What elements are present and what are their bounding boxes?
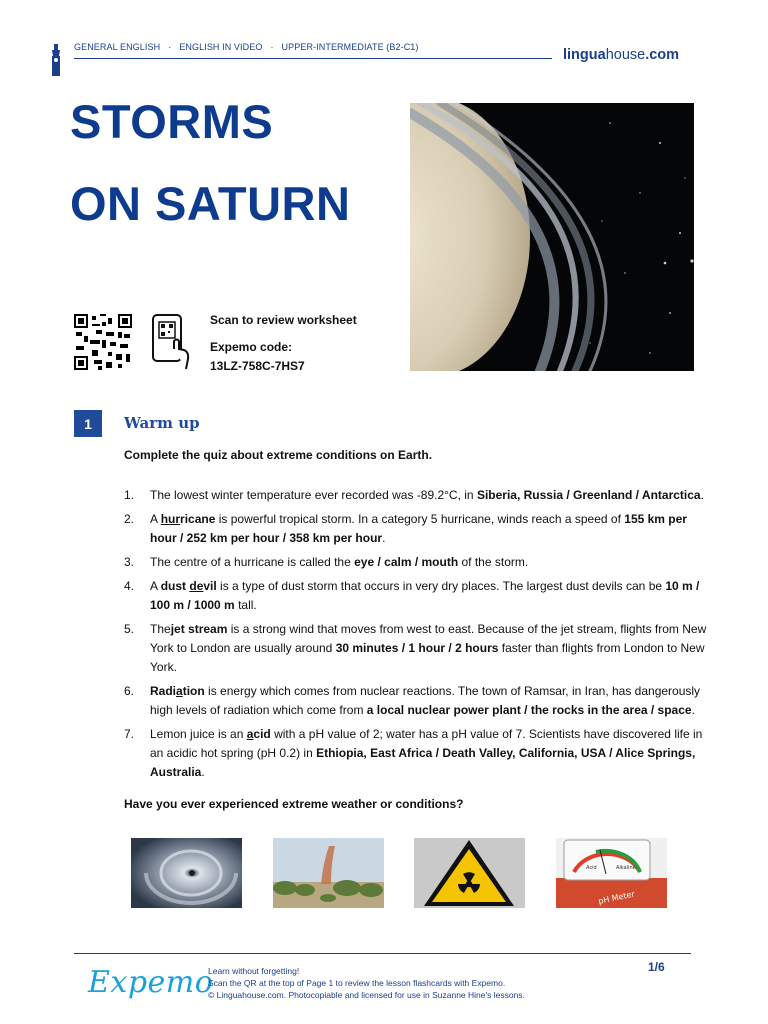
quiz-question-text: A dust devil is a type of dust storm that occurs in very dry places. The largest dust devils can be 10 m / 100 m / 1000 m tall. [150,579,700,612]
quiz-question-text: The centre of a hurricane is called the eye / calm / mouth of the storm. [150,555,529,569]
svg-text:Alkaline: Alkaline [616,865,636,871]
page-title-line-1: STORMS [70,95,274,148]
quiz-question-text: A hurricane is powerful tropical storm. In a category 5 hurricane, winds reach a speed of 155 km per hour / 252 km per hour / 358 km per hour. [150,512,687,545]
list-item: 4. A dust devil is a type of dust storm that occurs in very dry places. The largest dust devils can be 10 m / 100 m / 1000 m tall. [124,579,700,612]
footer-copyright: © Linguahouse.com. Photocopiable and licensed for use in Suzanne Hine's lessons. [208,990,525,1000]
expemo-logo[interactable]: Expemo [88,965,214,1000]
hurricane-photo [131,838,242,908]
phone-scan-icon [150,313,192,371]
radiation-sign-photo [414,838,525,908]
expemo-code-label: Expemo code: [210,340,293,354]
svg-text:Acid: Acid [586,865,597,871]
section-title: Warm up [124,414,200,432]
linguahouse-logo[interactable]: linguahouse.com [563,47,680,63]
ph-meter-photo [556,838,667,908]
page-title-line-2: ON SATURN [70,177,351,230]
quiz-question-text: Radiation is energy which comes from nuclear reactions. The town of Ramsar, in Iran, has dangerously high levels of radiation which come from a local nuclear power plant / the rocks in the area / space. [150,684,701,717]
svg-text:pH Meter: pH Meter [597,889,636,906]
list-item: 2. A hurricane is powerful tropical storm. In a category 5 hurricane, winds reach a speed of 155 km per hour / 252 km per hour / 358 km per hour. [124,512,687,545]
list-item: 1. The lowest winter temperature ever recorded was -89.2°C, in Siberia, Russia / Greenland / Antarctica. [124,488,704,502]
breadcrumb-level-video[interactable]: ENGLISH IN VIDEO [179,42,263,52]
section-number: 1 [74,410,102,437]
footer-rule [74,953,691,954]
saturn-photo [410,103,694,371]
list-item: 5. Thejet stream is a strong wind that moves from west to east. Because of the jet stream, flights from New York to London are usually around 30 minutes / 1 hour / 2 hours faster than flights from London to New York. [124,622,707,674]
breadcrumb [74,42,419,52]
qr-code[interactable] [74,314,132,370]
quiz-list [124,486,714,787]
breadcrumb-separator: · [168,42,172,52]
list-item: 6. Radiation is energy which comes from nuclear reactions. The town of Ramsar, in Iran, has dangerously high levels of radiation which come from a local nuclear power plant / the rocks in the area / space. [124,684,701,717]
list-item: 7. Lemon juice is an acid with a pH value of 2; water has a pH value of 7. Scientists have discovered life in an acidic hot spring (pH 0.2) in Ethiopia, East Africa / Death Valley, California, USA / Alice Springs, Australia. [124,727,703,779]
header-rule [74,58,552,59]
page-number: 1/6 [648,960,665,974]
list-item: 3. The centre of a hurricane is called the eye / calm / mouth of the storm. [124,555,529,569]
quiz-question-text: The lowest winter temperature ever recorded was -89.2°C, in Siberia, Russia / Greenland / Antarctica. [150,488,704,502]
dust-devil-photo [273,838,384,908]
breadcrumb-separator: · [270,42,274,52]
footer-tagline: Learn without forgetting! [208,966,300,976]
quiz-question-text: Lemon juice is an acid with a pH value of 2; water has a pH value of 7. Scientists have discovered life in an acidic hot spring (pH 0.2) in Ethiopia, East Africa / Death Valley, California, USA / Alice Springs, Australia. [150,727,703,779]
breadcrumb-level-grade[interactable]: UPPER-INTERMEDIATE (B2-C1) [281,42,419,52]
expemo-code-value: 13LZ-758C-7HS7 [210,359,305,373]
scan-text: Scan to review worksheet [210,313,357,327]
discussion-question: Have you ever experienced extreme weather or conditions? [124,797,464,811]
big-ben-icon [49,44,63,76]
exercise-instruction: Complete the quiz about extreme conditions on Earth. [124,448,433,462]
quiz-question-text: Thejet stream is a strong wind that moves from west to east. Because of the jet stream, flights from New York to London are usually around 30 minutes / 1 hour / 2 hours faster than flights from London to New York. [150,622,707,674]
footer-instructions: Scan the QR at the top of Page 1 to review the lesson flashcards with Expemo. [208,978,506,988]
breadcrumb-level-general[interactable]: GENERAL ENGLISH [74,42,161,52]
